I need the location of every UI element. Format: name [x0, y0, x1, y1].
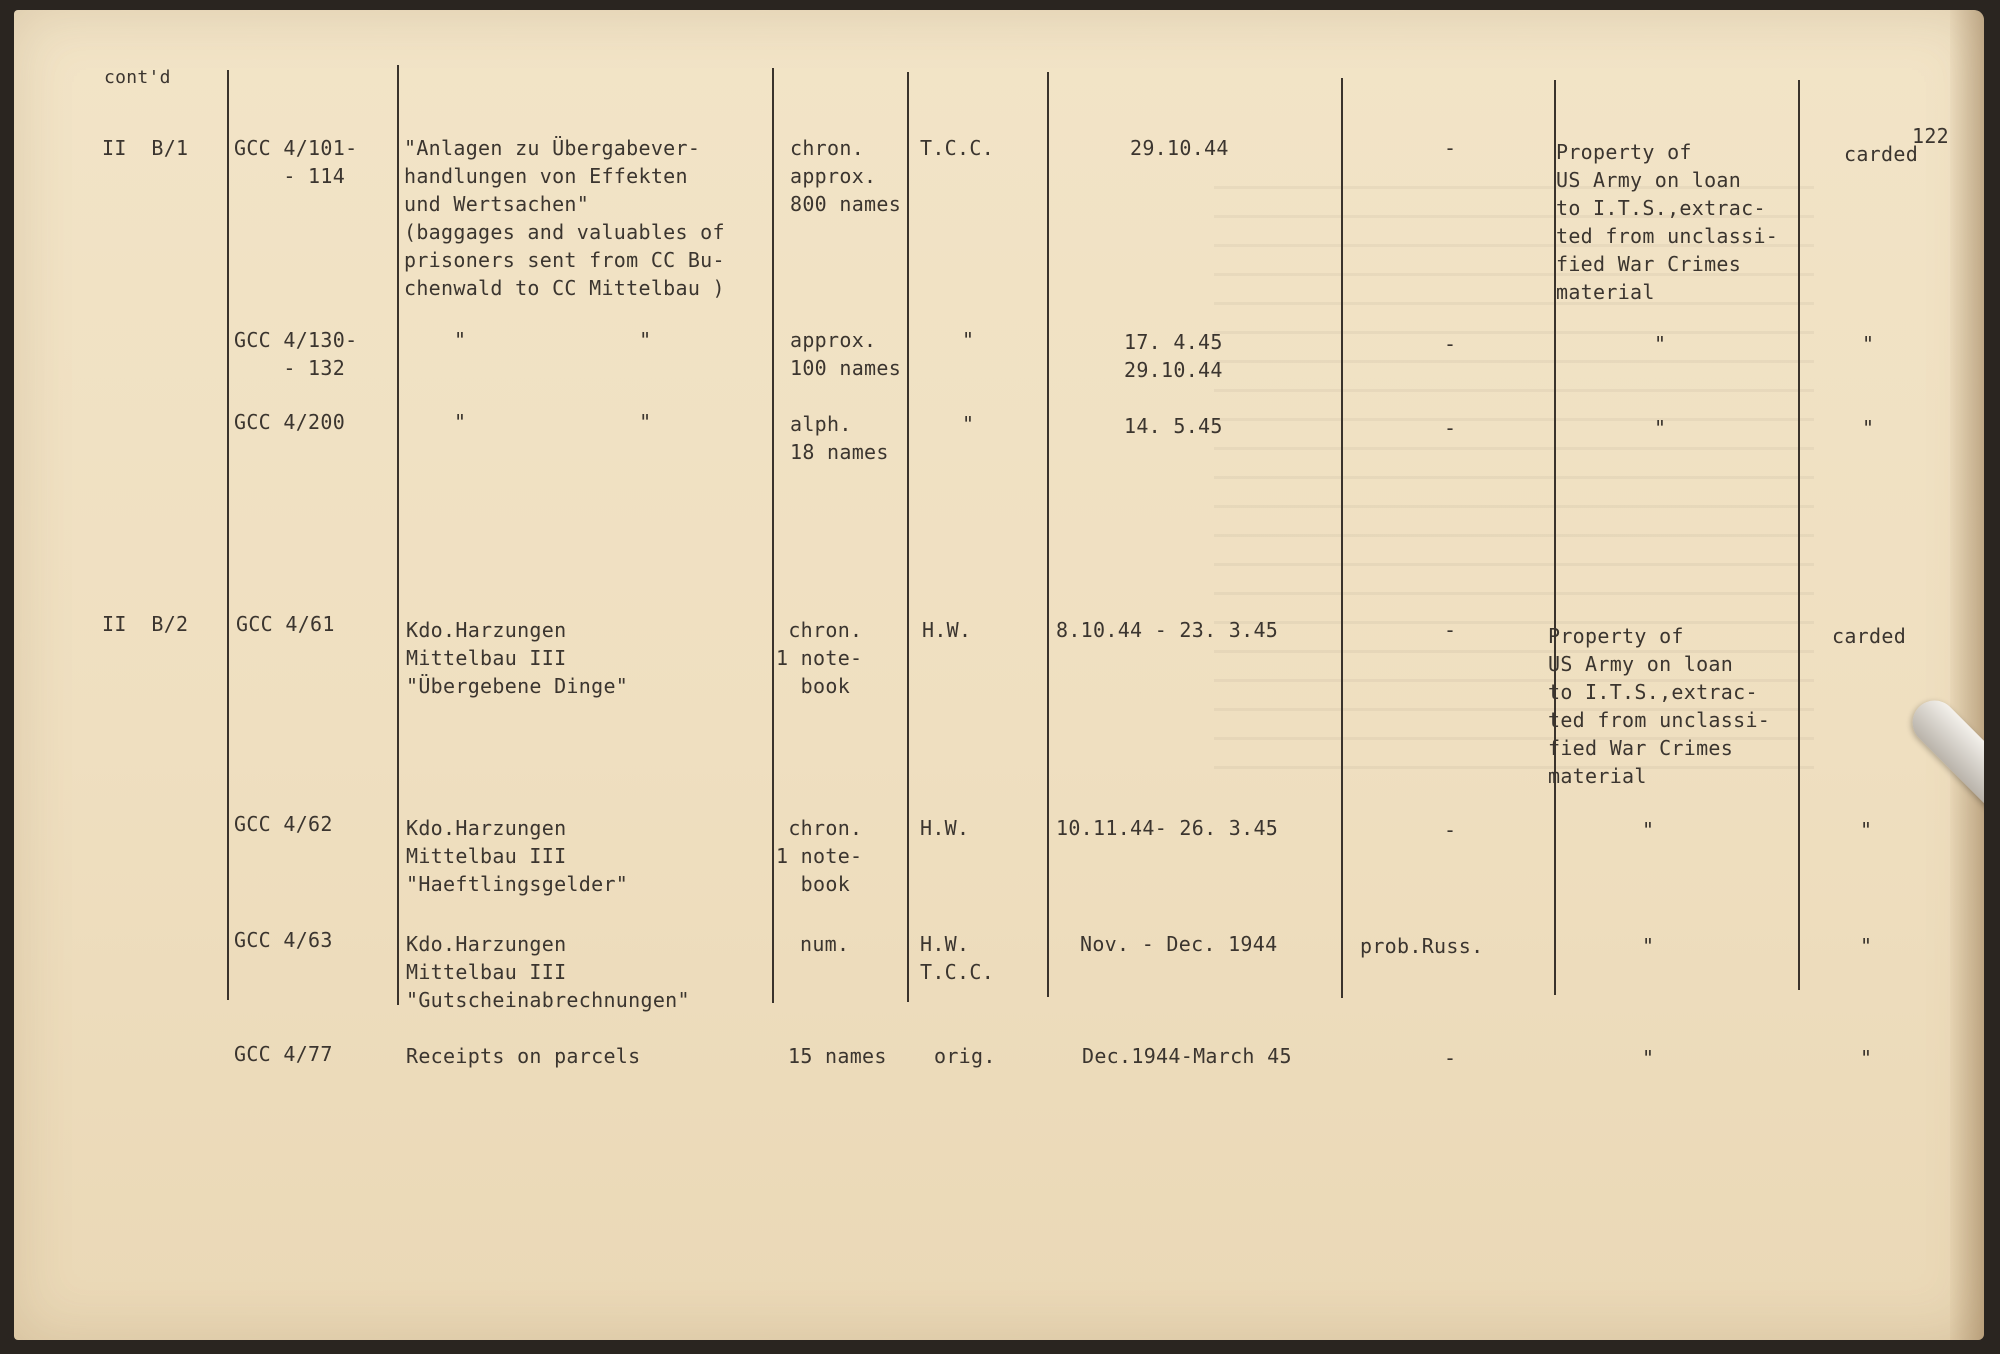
- row-language: prob.Russ.: [1360, 934, 1484, 958]
- row-arrangement: 15 names: [788, 1044, 887, 1068]
- row-description: " ": [454, 410, 652, 434]
- row-arrangement: approx. 100 names: [790, 328, 902, 380]
- row-arrangement: num.: [800, 932, 850, 956]
- column-divider: [1341, 78, 1343, 998]
- row-description: " ": [454, 328, 652, 352]
- column-divider: [772, 68, 774, 1003]
- row-ref: GCC 4/77: [234, 1042, 333, 1066]
- archive-ledger-page: [14, 10, 1984, 1340]
- column-divider: [907, 72, 909, 1002]
- column-divider: [1798, 80, 1800, 990]
- row-description: Receipts on parcels: [406, 1044, 641, 1068]
- row-type: T.C.C.: [920, 136, 995, 160]
- column-divider: [1047, 72, 1049, 997]
- row-status: ": [1860, 818, 1873, 842]
- row-ref: GCC 4/61: [236, 612, 335, 636]
- row-remarks: ": [1642, 934, 1655, 958]
- row-ref: GCC 4/62: [234, 812, 333, 836]
- row-dates: 8.10.44 - 23. 3.45: [1056, 618, 1279, 642]
- row-status: ": [1862, 332, 1875, 356]
- row-language: -: [1444, 416, 1457, 440]
- row-dates: 29.10.44: [1130, 136, 1229, 160]
- row-language: -: [1444, 1046, 1457, 1070]
- row-remarks: ": [1642, 818, 1655, 842]
- row-type: H.W.: [920, 816, 970, 840]
- row-arrangement: chron. 1 note- book: [776, 816, 863, 896]
- row-dates: Dec.1944-March 45: [1082, 1044, 1292, 1068]
- row-remarks: ": [1654, 332, 1667, 356]
- row-section: II B/1: [102, 136, 189, 160]
- row-remarks: Property of US Army on loan to I.T.S.,extrac- ted from unclassi- fied War Crimes material: [1548, 624, 1771, 788]
- row-dates: 10.11.44- 26. 3.45: [1056, 816, 1279, 840]
- row-ref: GCC 4/63: [234, 928, 333, 952]
- row-type: ": [962, 328, 975, 352]
- row-ref: GCC 4/101- - 114: [234, 136, 358, 188]
- row-status: ": [1862, 416, 1875, 440]
- page-number: 122: [1912, 124, 1950, 148]
- row-arrangement: alph. 18 names: [790, 412, 889, 464]
- row-description: Kdo.Harzungen Mittelbau III "Gutscheinabrechnungen": [406, 932, 690, 1012]
- row-language: -: [1444, 332, 1457, 356]
- row-dates: 14. 5.45: [1124, 414, 1223, 438]
- row-status: carded: [1844, 142, 1919, 166]
- row-type: orig.: [934, 1044, 996, 1068]
- row-type: H.W. T.C.C.: [920, 932, 995, 984]
- row-language: -: [1444, 818, 1457, 842]
- row-type: H.W.: [922, 618, 972, 642]
- row-ref: GCC 4/130- - 132: [234, 328, 358, 380]
- row-arrangement: chron. 1 note- book: [776, 618, 863, 698]
- row-remarks: ": [1642, 1046, 1655, 1070]
- page-edge-shadow: [1950, 10, 1984, 1340]
- contd-label: cont'd: [104, 67, 171, 88]
- row-remarks: ": [1654, 416, 1667, 440]
- row-status: ": [1860, 934, 1873, 958]
- row-language: -: [1444, 618, 1457, 642]
- column-divider: [397, 65, 399, 1005]
- row-status: carded: [1832, 624, 1907, 648]
- row-ref: GCC 4/200: [234, 410, 346, 434]
- row-description: Kdo.Harzungen Mittelbau III "Haeftlingsgelder": [406, 816, 629, 896]
- row-remarks: Property of US Army on loan to I.T.S.,extrac- ted from unclassi- fied War Crimes material: [1556, 140, 1779, 304]
- row-arrangement: chron. approx. 800 names: [790, 136, 902, 216]
- row-description: "Anlagen zu Übergabever- handlungen von Effekten und Wertsachen" (baggages and valuables of prisoners sent from CC Bu- chenwald to CC Mittelbau ): [404, 136, 725, 300]
- row-description: Kdo.Harzungen Mittelbau III "Übergebene Dinge": [406, 618, 629, 698]
- row-section: II B/2: [102, 612, 189, 636]
- row-dates: Nov. - Dec. 1944: [1080, 932, 1278, 956]
- row-dates: 17. 4.45 29.10.44: [1124, 330, 1223, 382]
- row-language: -: [1444, 136, 1457, 160]
- row-status: ": [1860, 1046, 1873, 1070]
- column-divider: [227, 70, 229, 1000]
- row-type: ": [962, 412, 975, 436]
